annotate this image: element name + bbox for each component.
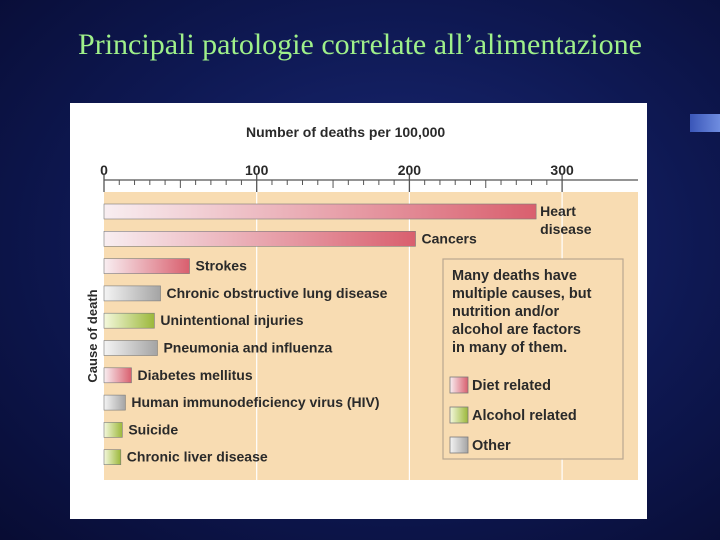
annotation-line: in many of them. bbox=[452, 340, 568, 356]
annotation-line: Many deaths have bbox=[452, 268, 577, 284]
chart-title: Number of deaths per 100,000 bbox=[246, 124, 446, 140]
annotation-line: multiple causes, but bbox=[452, 286, 592, 302]
legend-label: Diet related bbox=[472, 378, 551, 394]
bar-label: Heart bbox=[540, 203, 576, 219]
bar-chart bbox=[70, 103, 647, 519]
legend-swatch bbox=[450, 437, 468, 453]
x-axis bbox=[100, 162, 638, 192]
x-tick-label: 100 bbox=[245, 162, 269, 178]
bar-label: Chronic liver disease bbox=[126, 448, 268, 465]
bar-label: Unintentional injuries bbox=[160, 312, 304, 329]
legend-label: Other bbox=[472, 438, 511, 454]
bar bbox=[104, 422, 122, 437]
bar-label: Chronic obstructive lung disease bbox=[166, 284, 388, 301]
annotation-line: alcohol are factors bbox=[452, 322, 581, 338]
y-axis-label: Cause of death bbox=[85, 289, 100, 383]
bar bbox=[104, 286, 160, 301]
bar bbox=[104, 204, 536, 219]
x-tick-label: 300 bbox=[550, 162, 574, 178]
bar-label: Strokes bbox=[195, 257, 247, 274]
bar-label: Pneumonia and influenza bbox=[163, 339, 333, 356]
slide-title: Principali patologie correlate all’alimentazione bbox=[78, 28, 642, 61]
bar-label: Human immunodeficiency virus (HIV) bbox=[131, 394, 380, 411]
annotation-line: nutrition and/or bbox=[452, 304, 560, 320]
chart-panel bbox=[70, 103, 647, 519]
x-tick-label: 200 bbox=[397, 162, 422, 178]
bar bbox=[104, 450, 121, 465]
annotation-box bbox=[443, 259, 623, 459]
bar-label: disease bbox=[540, 221, 592, 237]
bar-label: Suicide bbox=[128, 421, 179, 438]
bar-label: Cancers bbox=[421, 230, 477, 247]
x-tick-label: 0 bbox=[100, 162, 108, 178]
bar bbox=[104, 395, 125, 410]
legend-swatch bbox=[450, 407, 468, 423]
legend-swatch bbox=[450, 377, 468, 393]
decorative-block bbox=[690, 114, 720, 132]
bar bbox=[104, 368, 131, 383]
bar bbox=[104, 313, 154, 328]
bar bbox=[104, 231, 416, 246]
bar-label: Diabetes mellitus bbox=[137, 366, 253, 383]
bar bbox=[104, 341, 157, 356]
legend-label: Alcohol related bbox=[472, 408, 577, 424]
bar bbox=[104, 259, 190, 274]
